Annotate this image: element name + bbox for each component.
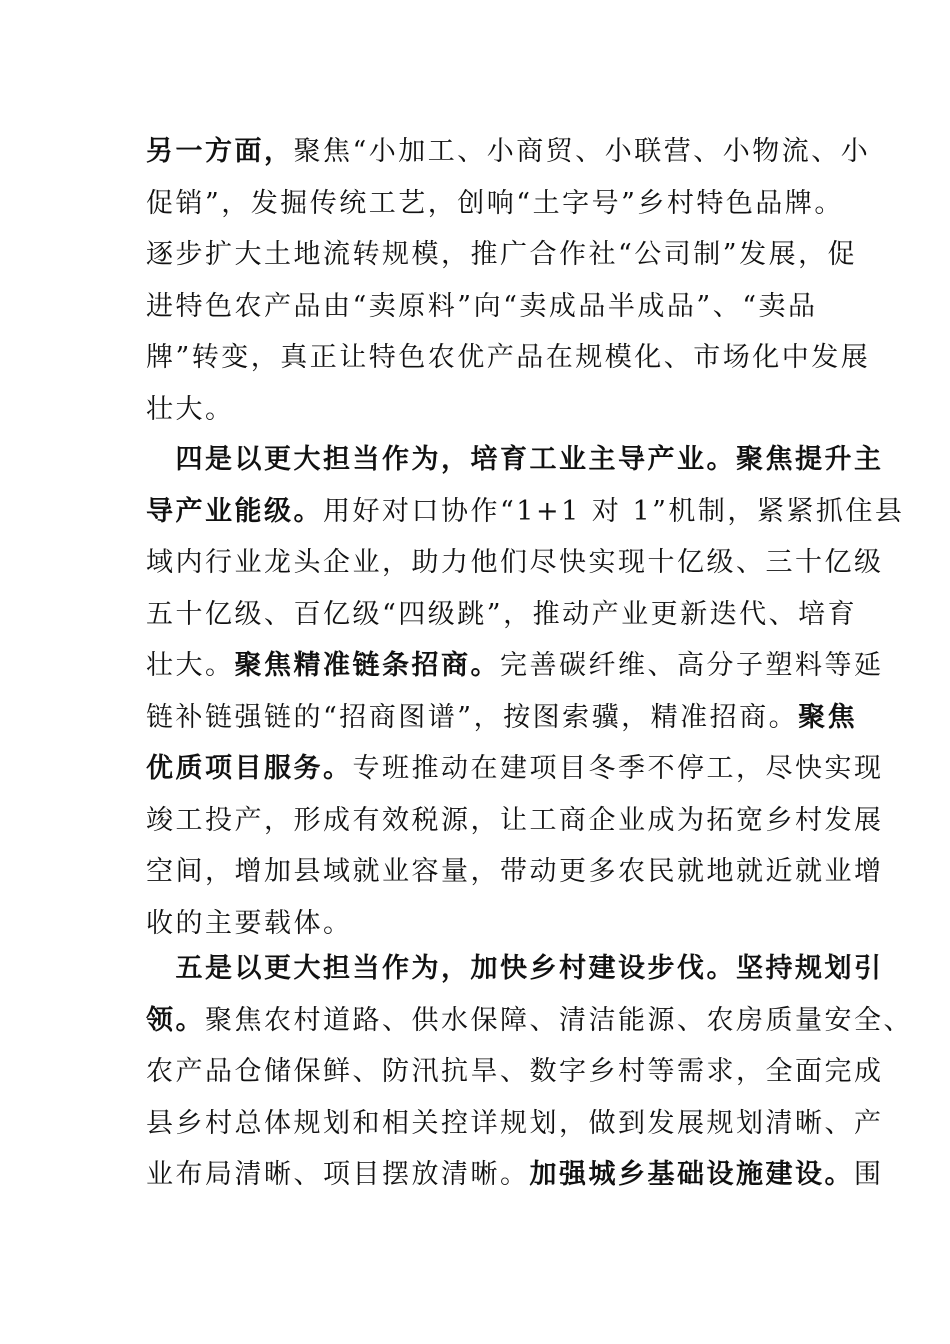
bold-text-segment: 五是以更大担当作为，加快乡村建设步伐。坚持规划引 xyxy=(146,953,884,984)
text-segment: 空间，增加县域就业容量，带动更多农民就地就近就业增 xyxy=(146,856,884,887)
text-segment: 围 xyxy=(854,1159,884,1190)
bold-text-segment: 聚焦精准链条招商。 xyxy=(234,650,500,681)
bold-text-segment: 领。 xyxy=(146,1004,205,1036)
text-line xyxy=(146,1098,884,1150)
text-segment: 用好对口协作“1+1 对 1”机制，紧紧抓住县 xyxy=(323,495,905,527)
text-segment: 壮大。 xyxy=(146,650,235,681)
text-segment: 牌”转变，真正让特色农优产品在规模化、市场化中发展 xyxy=(146,342,871,373)
text-line xyxy=(146,743,884,795)
text-line xyxy=(146,332,871,384)
text-line xyxy=(146,384,816,436)
text-segment: 业布局清晰、项目摆放清晰。 xyxy=(146,1159,530,1190)
bold-text-segment: 导产业能级。 xyxy=(146,495,323,527)
text-segment: 县乡村总体规划和相关控详规划，做到发展规划清晰、产 xyxy=(146,1107,884,1139)
text-segment: 收的主要载体。 xyxy=(146,907,353,939)
text-line xyxy=(146,1149,884,1201)
text-line xyxy=(146,537,884,589)
text-line xyxy=(146,640,884,692)
text-line xyxy=(146,434,884,486)
text-segment: 聚焦“小加工、小商贸、小联营、小物流、小 xyxy=(293,136,871,167)
paragraph-2 xyxy=(146,434,905,949)
bold-text-segment: 优质项目服务。 xyxy=(146,753,353,784)
text-segment: 聚焦农村道路、供水保障、清洁能源、农房质量安全、 xyxy=(205,1004,913,1036)
text-line xyxy=(146,898,816,950)
text-segment: 竣工投产，形成有效税源，让工商企业成为拓宽乡村发展 xyxy=(146,804,884,836)
bold-text-segment: 另一方面， xyxy=(146,136,294,167)
text-segment: 壮大。 xyxy=(146,393,235,425)
text-segment: 五十亿级、百亿级“四级跳”，推动产业更新迭代、培育 xyxy=(146,598,858,630)
text-segment: 进特色农产品由“卖原料”向“卖成品半成品”、“卖品 xyxy=(146,290,818,322)
text-line xyxy=(146,795,884,847)
bold-text-segment: 聚焦 xyxy=(798,701,858,733)
text-line xyxy=(146,846,884,898)
text-segment: 农产品仓储保鲜、防汛抗旱、数字乡村等需求，全面完成 xyxy=(146,1056,884,1087)
text-line xyxy=(146,995,913,1047)
text-line xyxy=(146,1046,884,1098)
text-line xyxy=(146,943,884,995)
text-segment: 链补链强链的“招商图谱”，按图索骥，精准招商。 xyxy=(146,701,799,733)
text-segment: 促销”，发掘传统工艺，创响“土字号”乡村特色品牌。 xyxy=(146,187,844,219)
text-segment: 域内行业龙头企业，助力他们尽快实现十亿级、三十亿级 xyxy=(146,547,884,578)
bold-text-segment: 四是以更大担当作为，培育工业主导产业。聚焦提升主 xyxy=(146,444,884,475)
text-line xyxy=(146,281,816,333)
text-line xyxy=(146,126,871,178)
text-line xyxy=(146,178,844,230)
text-line xyxy=(146,692,858,744)
paragraph-3 xyxy=(146,943,913,1201)
text-line xyxy=(146,589,858,641)
text-line xyxy=(146,229,858,281)
text-line xyxy=(146,486,905,538)
bold-text-segment: 加强城乡基础设施建设。 xyxy=(529,1159,854,1190)
text-segment: 专班推动在建项目冬季不停工，尽快实现 xyxy=(352,753,884,784)
text-segment: 完善碳纤维、高分子塑料等延 xyxy=(500,650,884,681)
text-segment: 逐步扩大土地流转规模，推广合作社“公司制”发展，促 xyxy=(146,239,858,270)
paragraph-1 xyxy=(146,126,871,435)
